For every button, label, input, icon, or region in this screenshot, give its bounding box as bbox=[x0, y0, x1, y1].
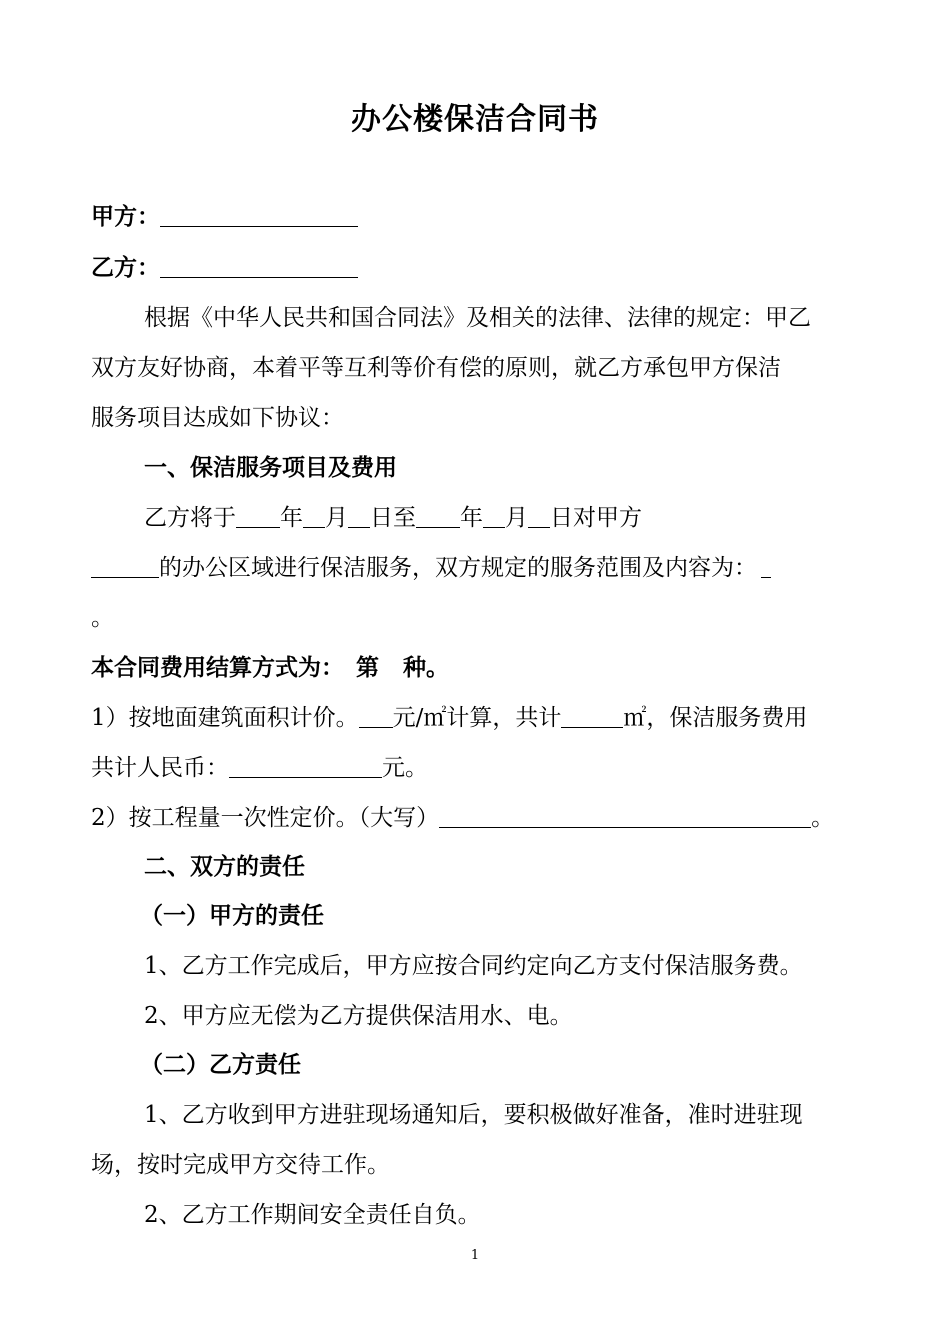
intro-line-1: 根据《中华人民共和国合同法》及相关的法律、法律的规定：甲乙 bbox=[144, 305, 811, 331]
start-month-blank bbox=[303, 505, 325, 528]
service-period-text-d: 日至 bbox=[370, 505, 416, 531]
pricing-item-2-text-a: 2）按工程量一次性定价。（大写） bbox=[91, 805, 440, 831]
intro-line-2: 双方友好协商，本着平等互利等价有偿的原则，就乙方承包甲方保洁 bbox=[91, 355, 781, 381]
party-b-duty-1-line-2: 场，按时完成甲方交待工作。 bbox=[91, 1152, 390, 1178]
start-day-blank bbox=[348, 505, 370, 528]
service-scope-text: 的办公区域进行保洁服务，双方规定的服务范围及内容为： bbox=[159, 555, 757, 581]
pricing-item-2-text-b: 。 bbox=[811, 805, 835, 831]
settlement-text-b: 第 bbox=[356, 655, 379, 681]
settlement-text-c: 种。 bbox=[403, 655, 449, 681]
pricing-item-1-text-d: 共计人民币： bbox=[91, 755, 229, 781]
pricing-item-1-text-a: 1）按地面建筑面积计价。 bbox=[91, 705, 359, 731]
intro-line-3: 服务项目达成如下协议： bbox=[91, 405, 344, 431]
pricing-item-1-line-2 bbox=[91, 753, 428, 783]
document-title: 办公楼保洁合同书 bbox=[351, 102, 599, 137]
end-day-blank bbox=[528, 505, 550, 528]
party-b-duty-1-line-1: 1、乙方收到甲方进驻现场通知后，要积极做好准备，准时进驻现 bbox=[144, 1102, 803, 1128]
area-blank bbox=[561, 705, 623, 728]
service-period-text-a: 乙方将于 bbox=[144, 505, 236, 531]
party-a-duties-heading: （一）甲方的责任 bbox=[140, 903, 324, 929]
settlement-line bbox=[91, 653, 449, 683]
service-period-text-e: 年 bbox=[460, 505, 483, 531]
party-a-duty-1: 1、乙方工作完成后，甲方应按合同约定向乙方支付保洁服务费。 bbox=[144, 953, 803, 979]
party-a-label: 甲方： bbox=[91, 204, 160, 230]
party-b-blank bbox=[160, 255, 358, 278]
pricing-item-1-text-c: ㎡，保洁服务费用 bbox=[623, 705, 808, 731]
pricing-item-1-line-1 bbox=[91, 703, 807, 733]
service-period-text-b: 年 bbox=[280, 505, 303, 531]
party-a-duty-2: 2、甲方应无偿为乙方提供保洁用水、电。 bbox=[144, 1003, 573, 1029]
end-month-blank bbox=[483, 505, 505, 528]
party-b-duty-2: 2、乙方工作期间安全责任自负。 bbox=[144, 1202, 481, 1228]
section-1-heading: 一、保洁服务项目及费用 bbox=[144, 455, 397, 481]
pricing-item-2-line bbox=[91, 803, 834, 833]
service-period-line bbox=[144, 503, 642, 533]
service-period-text-g: 日对甲方 bbox=[550, 505, 642, 531]
service-period-text-f: 月 bbox=[505, 505, 528, 531]
party-b-label: 乙方： bbox=[91, 255, 160, 281]
party-b-line bbox=[91, 253, 358, 283]
party-b-duties-heading: （二）乙方责任 bbox=[140, 1052, 301, 1078]
end-year-blank bbox=[416, 505, 460, 528]
settlement-text-a: 本合同费用结算方式为： bbox=[91, 655, 344, 681]
party-a-blank bbox=[160, 204, 358, 227]
service-period-text-c: 月 bbox=[325, 505, 348, 531]
unit-price-blank bbox=[359, 705, 393, 728]
start-year-blank bbox=[236, 505, 280, 528]
section-2-heading: 二、双方的责任 bbox=[144, 854, 305, 880]
service-scope-blank bbox=[761, 555, 771, 578]
service-scope-end: 。 bbox=[91, 605, 114, 631]
pricing-item-1-text-e: 元。 bbox=[382, 755, 428, 781]
party-a-line bbox=[91, 202, 358, 232]
party-a-name-blank bbox=[91, 555, 159, 578]
service-scope-line bbox=[91, 553, 771, 583]
page-number: 1 bbox=[470, 1248, 480, 1263]
fixed-price-blank bbox=[439, 805, 811, 828]
total-rmb-blank bbox=[229, 755, 382, 778]
pricing-item-1-text-b: 元/㎡计算，共计 bbox=[392, 705, 562, 731]
